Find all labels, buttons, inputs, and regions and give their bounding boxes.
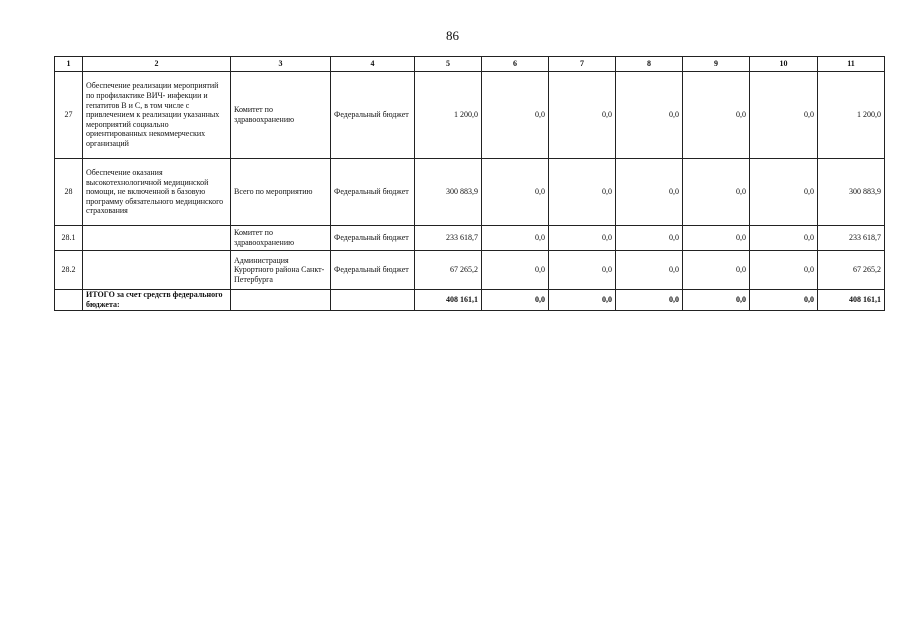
total-value-9: 0,0 — [683, 290, 750, 311]
row-value-6: 0,0 — [482, 159, 549, 226]
total-number-cell — [55, 290, 83, 311]
row-value-8: 0,0 — [616, 251, 683, 290]
row-source: Федеральный бюджет — [331, 226, 415, 251]
row-value-9: 0,0 — [683, 226, 750, 251]
total-label: ИТОГО за счет средств федерального бюджета: — [83, 290, 231, 311]
column-header: 4 — [331, 57, 415, 72]
table-row — [55, 226, 885, 251]
total-value-10: 0,0 — [750, 290, 818, 311]
row-value-9: 0,0 — [683, 159, 750, 226]
row-value-9: 0,0 — [683, 72, 750, 159]
row-value-7: 0,0 — [549, 226, 616, 251]
column-header: 3 — [231, 57, 331, 72]
row-value-11: 300 883,9 — [818, 159, 885, 226]
row-source: Федеральный бюджет — [331, 159, 415, 226]
table-row — [55, 159, 885, 226]
row-value-8: 0,0 — [616, 226, 683, 251]
budget-table — [54, 56, 885, 311]
row-value-5: 233 618,7 — [415, 226, 482, 251]
row-value-10: 0,0 — [750, 159, 818, 226]
total-value-7: 0,0 — [549, 290, 616, 311]
row-value-5: 300 883,9 — [415, 159, 482, 226]
row-value-8: 0,0 — [616, 159, 683, 226]
page-number: 86 — [446, 28, 459, 43]
row-executor: Всего по мероприятию — [231, 159, 331, 226]
row-source: Федеральный бюджет — [331, 251, 415, 290]
row-value-7: 0,0 — [549, 251, 616, 290]
row-value-11: 1 200,0 — [818, 72, 885, 159]
row-description — [83, 226, 231, 251]
table-row — [55, 72, 885, 159]
row-value-6: 0,0 — [482, 226, 549, 251]
row-description — [83, 251, 231, 290]
total-source-cell — [331, 290, 415, 311]
row-value-10: 0,0 — [750, 72, 818, 159]
total-row — [55, 290, 885, 311]
table-row — [55, 251, 885, 290]
row-value-5: 67 265,2 — [415, 251, 482, 290]
total-value-8: 0,0 — [616, 290, 683, 311]
row-value-7: 0,0 — [549, 159, 616, 226]
column-header: 2 — [83, 57, 231, 72]
row-number: 27 — [55, 72, 83, 159]
row-value-10: 0,0 — [750, 226, 818, 251]
row-number: 28.2 — [55, 251, 83, 290]
row-value-11: 233 618,7 — [818, 226, 885, 251]
row-value-5: 1 200,0 — [415, 72, 482, 159]
total-value-5: 408 161,1 — [415, 290, 482, 311]
row-number: 28 — [55, 159, 83, 226]
total-value-6: 0,0 — [482, 290, 549, 311]
row-executor: Комитет по здравоохранению — [231, 72, 331, 159]
row-value-9: 0,0 — [683, 251, 750, 290]
column-header-row — [55, 57, 885, 72]
total-value-11: 408 161,1 — [818, 290, 885, 311]
row-source: Федеральный бюджет — [331, 72, 415, 159]
row-number: 28.1 — [55, 226, 83, 251]
row-value-10: 0,0 — [750, 251, 818, 290]
row-value-6: 0,0 — [482, 251, 549, 290]
column-header: 11 — [818, 57, 885, 72]
column-header: 5 — [415, 57, 482, 72]
column-header: 1 — [55, 57, 83, 72]
total-executor-cell — [231, 290, 331, 311]
row-value-11: 67 265,2 — [818, 251, 885, 290]
row-description: Обеспечение оказания высокотехнологичной медицинской помощи, не включенной в базовую программу обязательного медицинского страхования — [83, 159, 231, 226]
column-header: 10 — [750, 57, 818, 72]
column-header: 9 — [683, 57, 750, 72]
column-header: 7 — [549, 57, 616, 72]
column-header: 8 — [616, 57, 683, 72]
row-executor: Администрация Курортного района Санкт-Петербурга — [231, 251, 331, 290]
row-executor: Комитет по здравоохранению — [231, 226, 331, 251]
row-description: Обеспечение реализации мероприятий по профилактике ВИЧ- инфекции и гепатитов В и С, в том числе с привлечением к реализации указанных мероприятий социально ориентированных некоммерческих организаций — [83, 72, 231, 159]
row-value-7: 0,0 — [549, 72, 616, 159]
column-header: 6 — [482, 57, 549, 72]
row-value-8: 0,0 — [616, 72, 683, 159]
row-value-6: 0,0 — [482, 72, 549, 159]
